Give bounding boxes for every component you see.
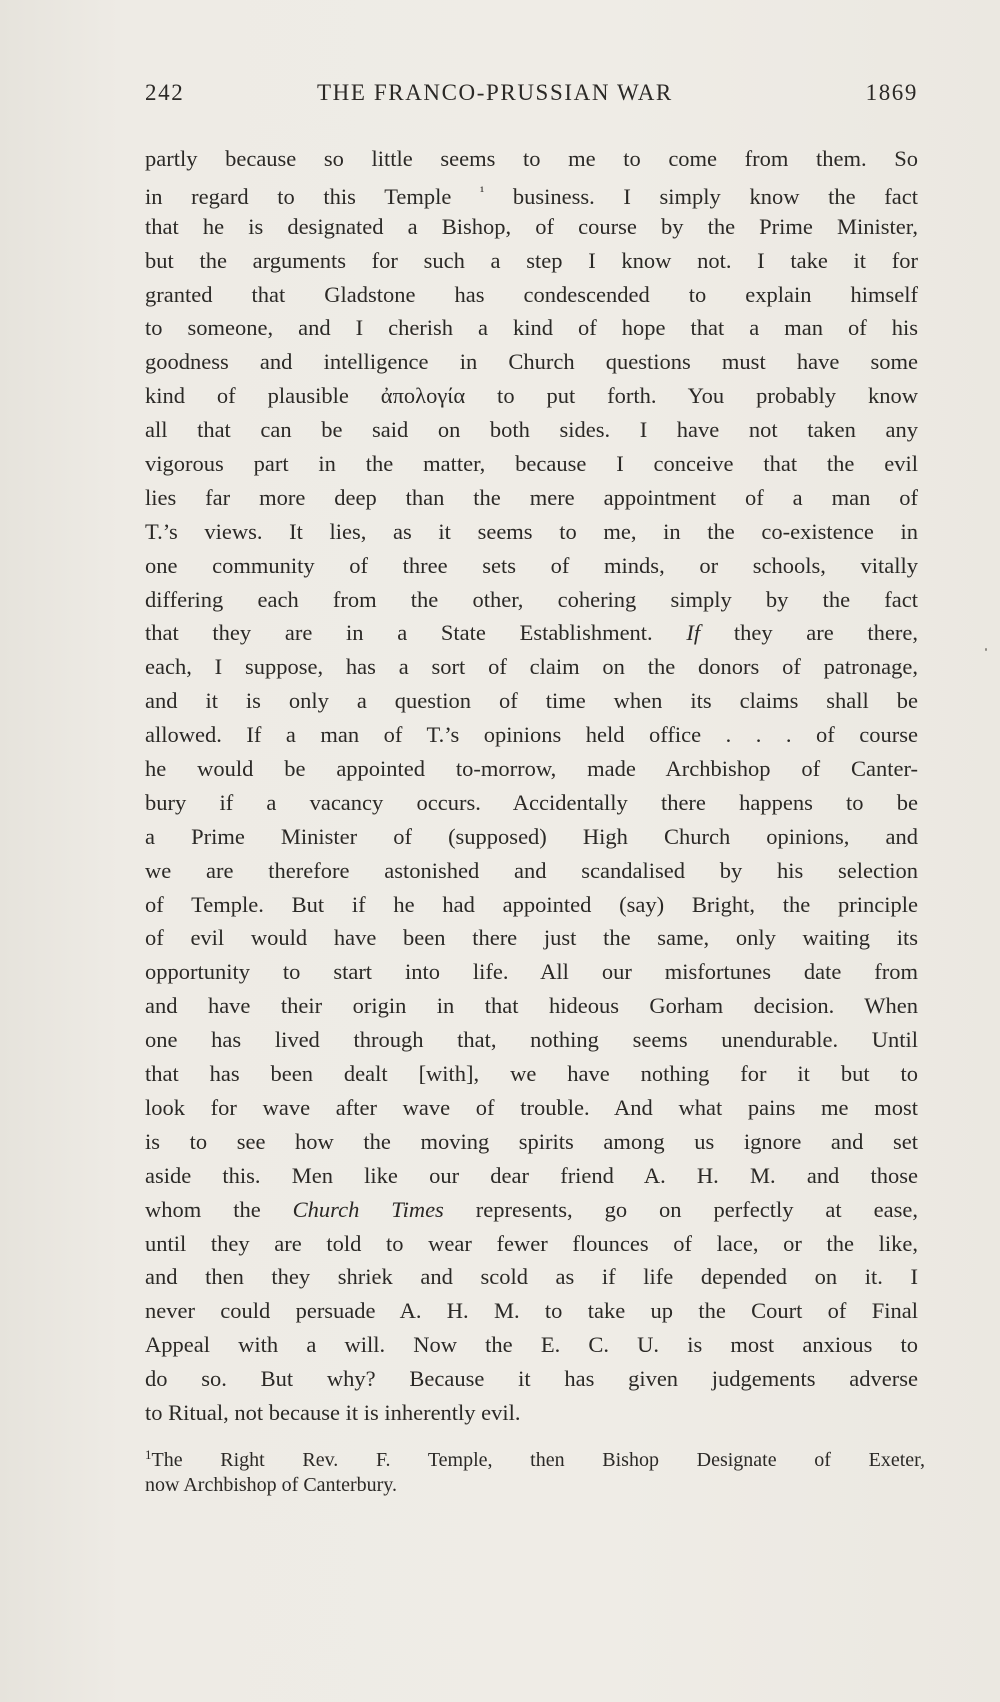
text-line: granted that Gladstone has condescended to explain himself (145, 281, 918, 307)
text-line: look for wave after wave of trouble. And what pains me most (145, 1094, 918, 1120)
text-line: one community of three sets of minds, or schools, vitally (145, 552, 918, 578)
text-line: one has lived through that, nothing seems unendurable. Until (145, 1027, 918, 1053)
text-line: we are therefore astonished and scandalised by his selection (145, 857, 918, 883)
running-title: THE FRANCO-PRUSSIAN WAR (317, 80, 673, 105)
text-line: Appeal with a will. Now the E. C. U. is most anxious to (145, 1332, 918, 1358)
running-head (145, 80, 918, 114)
text-line: that has been dealt [with], we have nothing for it but to (145, 1061, 918, 1087)
text-line: to Ritual, not because it is inherently evil. (145, 1399, 521, 1425)
text-line: but the arguments for such a step I know not. I take it for (145, 247, 918, 273)
footnote-text: The Right Rev. F. Temple, then Bishop Designate of Exeter, (151, 1449, 925, 1471)
text-line: partly because so little seems to me to come from them. So (145, 146, 918, 171)
paper-speck (985, 648, 987, 651)
text-line: that they are in a State Establishment. If they are there, (145, 620, 919, 646)
text-line: allowed. If a man of T.’s opinions held office . . . of course (145, 722, 918, 748)
text-line: until they are told to wear fewer flounces of lace, or the like, (145, 1230, 918, 1256)
text-line: a Prime Minister of (supposed) High Church opinions, and (145, 823, 918, 849)
body-text (145, 142, 918, 1430)
text-line: goodness and intelligence in Church questions must have some (145, 349, 918, 375)
text-line: and it is only a question of time when its claims shall be (145, 688, 918, 714)
text-line: of Temple. But if he had appointed (say) Bright, the principle (145, 891, 918, 917)
text-line: to someone, and I cherish a kind of hope that a man of his (145, 315, 918, 341)
footnote-marker: 1 (145, 1447, 152, 1462)
text-line: differing each from the other, cohering simply by the fact (145, 586, 918, 612)
text-line: is to see how the moving spirits among us ignore and set (145, 1128, 918, 1154)
text-line: each, I suppose, has a sort of claim on the donors of patronage, (145, 654, 918, 680)
text-line: aside this. Men like our dear friend A. H. M. and those (145, 1162, 918, 1188)
text-line: T.’s views. It lies, as it seems to me, in the co-existence in (145, 518, 918, 544)
text-line: kind of plausible ἀπολογία to put forth. You probably know (145, 383, 918, 409)
text-line: opportunity to start into life. All our misfortunes date from (145, 959, 918, 985)
footnote-line: now Archbishop of Canterbury. (145, 1474, 397, 1496)
running-year: 1869 (865, 80, 918, 105)
text-line: never could persuade A. H. M. to take up the Court of Final (145, 1298, 918, 1324)
text-line: in regard to this Temple $^{^1}$ business. I simply know the fact (145, 183, 918, 209)
text-line: all that can be said on both sides. I have not taken any (145, 417, 918, 443)
text-line: vigorous part in the matter, because I conceive that the evil (145, 451, 918, 477)
footnote-line (145, 1440, 925, 1470)
text-line: that he is designated a Bishop, of course by the Prime Minister, (145, 213, 918, 239)
text-line: he would be appointed to-morrow, made Archbishop of Canter- (145, 756, 918, 782)
text-line: do so. But why? Because it has given judgements adverse (145, 1366, 918, 1392)
text-line: and then they shriek and scold as if life depended on it. I (145, 1264, 918, 1290)
text-line: lies far more deep than the mere appointment of a man of (145, 484, 918, 510)
text-line: of evil would have been there just the same, only waiting its (145, 925, 918, 951)
footnote (145, 1440, 925, 1500)
page-number: 242 (145, 80, 185, 105)
text-line: and have their origin in that hideous Gorham decision. When (145, 993, 918, 1019)
text-line: whom the Church Times represents, go on perfectly at ease, (145, 1196, 918, 1222)
text-line: bury if a vacancy occurs. Accidentally there happens to be (145, 789, 918, 815)
